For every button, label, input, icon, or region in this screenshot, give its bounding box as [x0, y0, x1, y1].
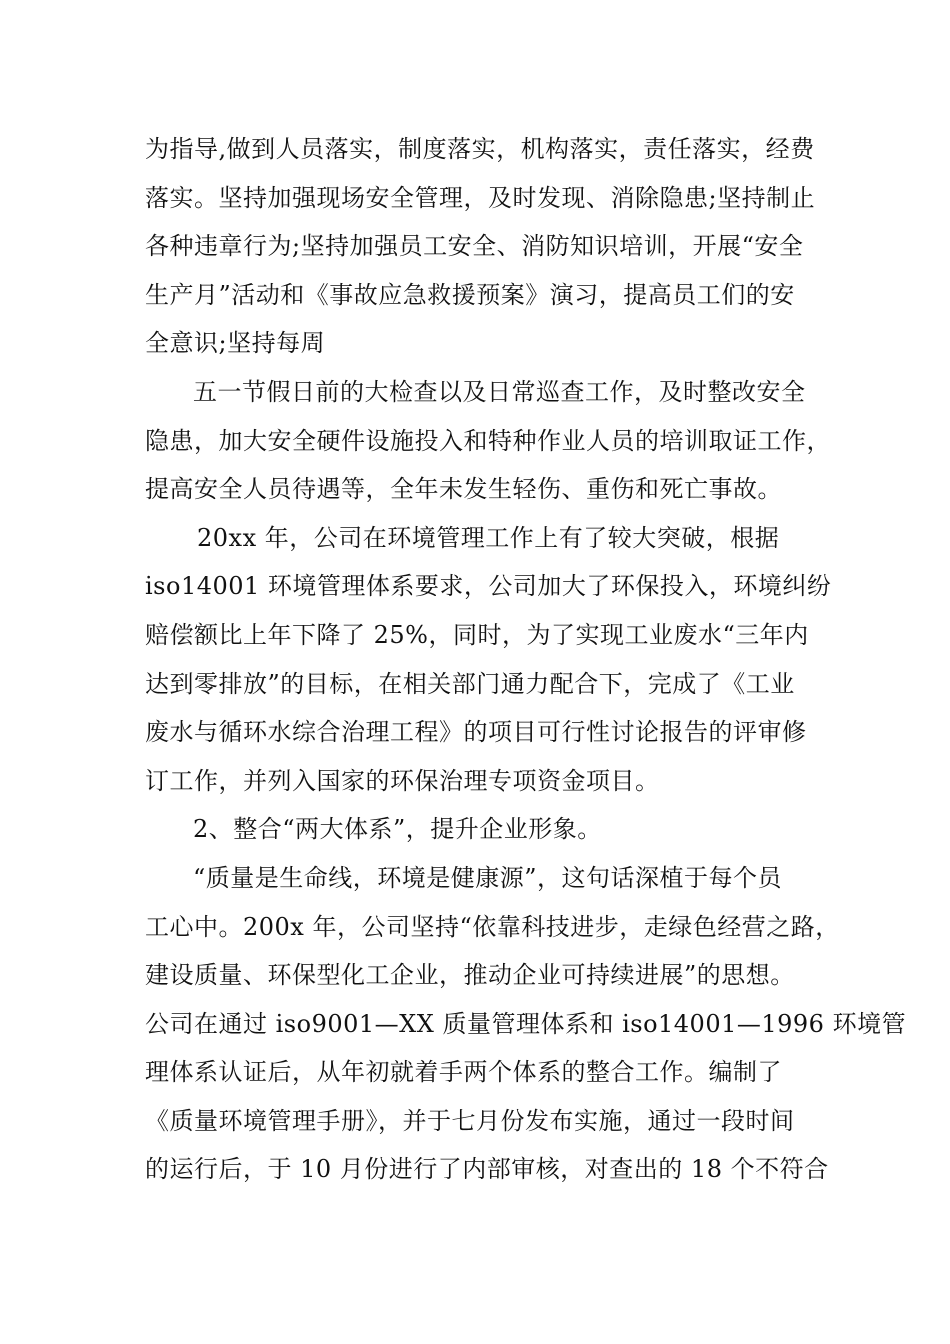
text-line: 工心中。200x 年，公司坚持“依靠科技进步，走绿色经营之路， [145, 912, 840, 941]
section-heading: 2、整合“两大体系”，提升企业形象。 [193, 815, 602, 844]
text-line: “质量是生命线，环境是健康源”，这句话深植于每个员 [193, 863, 783, 892]
text-line: 落实。坚持加强现场安全管理，及时发现、消除隐患;坚持制止 [145, 183, 816, 212]
text-line: 达到零排放”的目标，在相关部门通力配合下，完成了《工业 [145, 669, 795, 698]
text-line: 各种违章行为;坚持加强员工安全、消防知识培训，开展“安全 [145, 232, 804, 261]
text-line: 建设质量、环保型化工企业，推动企业可持续进展”的思想。 [145, 961, 795, 990]
text-line: 公司在通过 iso9001—XX 质量管理体系和 iso14001—1996 环境管 [145, 1009, 907, 1038]
text-line: 五一节假日前的大检查以及日常巡查工作，及时整改安全 [193, 377, 806, 406]
text-line: 订工作，并列入国家的环保治理专项资金项目。 [145, 766, 660, 795]
body-text [145, 125, 907, 1194]
text-line: 理体系认证后，从年初就着手两个体系的整合工作。编制了 [145, 1058, 782, 1087]
text-line: 赔偿额比上年下降了 25%，同时，为了实现工业废水“三年内 [145, 620, 809, 649]
text-line: 的运行后，于 10 月份进行了内部审核，对查出的 18 个不符合 [145, 1155, 829, 1184]
text-line: 为指导,做到人员落实，制度落实，机构落实，责任落实，经费 [145, 135, 815, 163]
text-line: iso14001 环境管理体系要求，公司加大了环保投入，环境纠纷 [145, 572, 832, 601]
text-line: 隐患，加大安全硬件设施投入和特种作业人员的培训取证工作， [145, 426, 831, 455]
text-line: 废水与循环水综合治理工程》的项目可行性讨论报告的评审修 [145, 718, 807, 747]
text-line: 生产月”活动和《事故应急救援预案》演习，提高员工们的安 [145, 280, 795, 309]
text-line: 《质量环境管理手册》，并于七月份发布实施，通过一段时间 [145, 1106, 795, 1135]
text-line: 20xx 年，公司在环境管理工作上有了较大突破，根据 [197, 523, 780, 552]
text-line: 提高安全人员待遇等，全年未发生轻伤、重伤和死亡事故。 [145, 475, 782, 504]
text-line: 全意识;坚持每周 [145, 329, 326, 358]
